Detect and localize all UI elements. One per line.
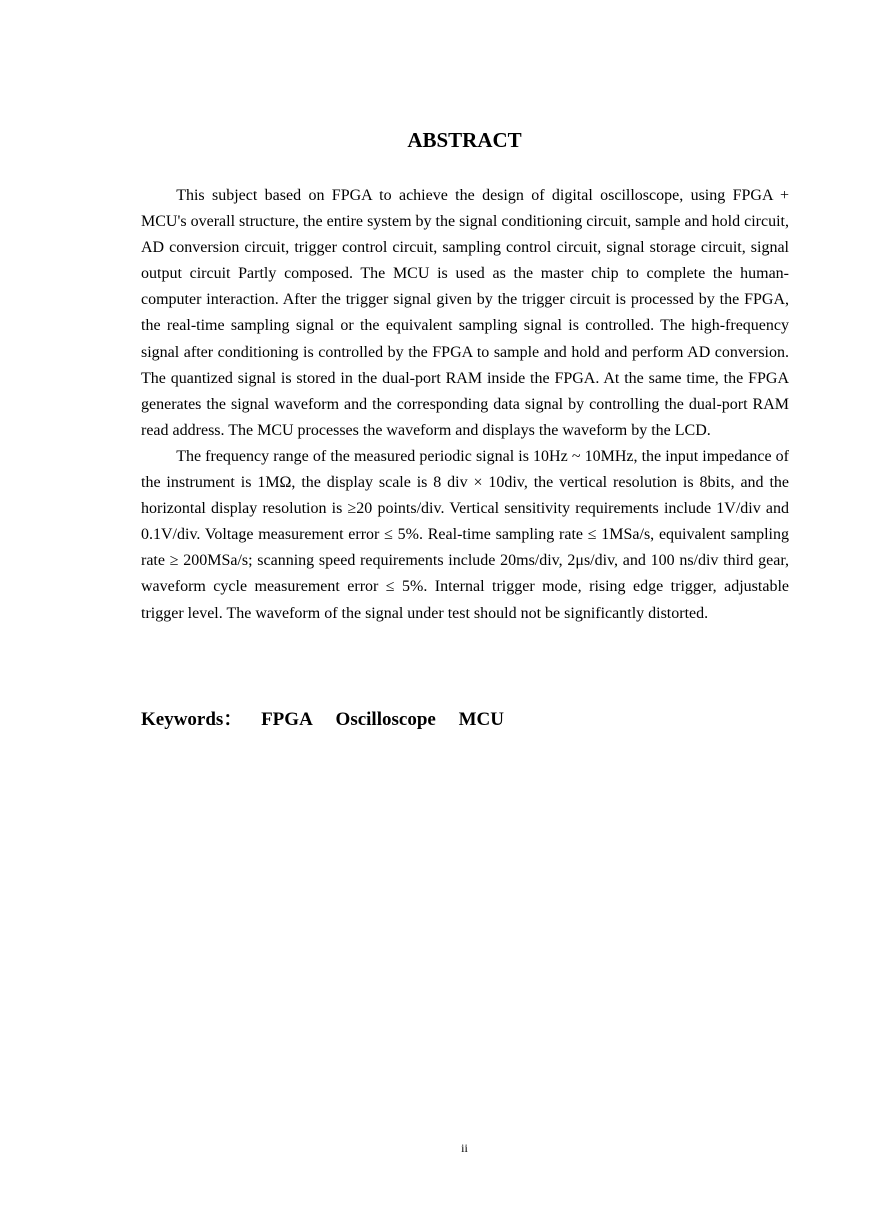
- page-number: ii: [461, 1141, 468, 1155]
- abstract-paragraph-2: The frequency range of the measured periodic signal is 10Hz ~ 10MHz, the input impedance of the instrument is 1MΩ, the display scale is 8 div × 10div, the vertical resolution is 8bits, and the horizontal display resolution is ≥20 points/div. Vertical sensitivity requirements include 1V/div and 0.1V/div. Voltage measurement error ≤ 5%. Real-time sampling rate ≤ 1MSa/s, equivalent sampling rate ≥ 200MSa/s; scanning speed requirements include 20ms/div, 2μs/div, and 100 ns/div third gear, waveform cycle measurement error ≤ 5%. Internal trigger mode, rising edge trigger, adjustable trigger level. The waveform of the signal under test should not be significantly distorted.: [141, 447, 789, 622]
- keywords-label: Keywords：: [141, 709, 243, 730]
- abstract-title: ABSTRACT: [407, 128, 522, 152]
- keywords-line: [141, 706, 789, 734]
- abstract-paragraph-1: This subject based on FPGA to achieve the design of digital oscilloscope, using FPGA + MCU's overall structure, the entire system by the signal conditioning circuit, sample and hold circuit, AD conversion circuit, trigger control circuit, sampling control circuit, signal storage circuit, signal output circuit Partly composed. The MCU is used as the master chip to complete the human-computer interaction. After the trigger signal given by the trigger circuit is processed by the FPGA, the real-time sampling signal or the equivalent sampling signal is controlled. The high-frequency signal after conditioning is controlled by the FPGA to sample and hold and perform AD conversion. The quantized signal is stored in the dual-port RAM inside the FPGA. At the same time, the FPGA generates the signal waveform and the corresponding data signal by controlling the dual-port RAM read address. The MCU processes the waveform and displays the waveform by the LCD.: [141, 187, 789, 439]
- keyword-item: MCU: [458, 709, 504, 730]
- keyword-item: Oscilloscope: [335, 709, 436, 730]
- abstract-body: [141, 183, 789, 627]
- keyword-item: FPGA: [261, 709, 313, 730]
